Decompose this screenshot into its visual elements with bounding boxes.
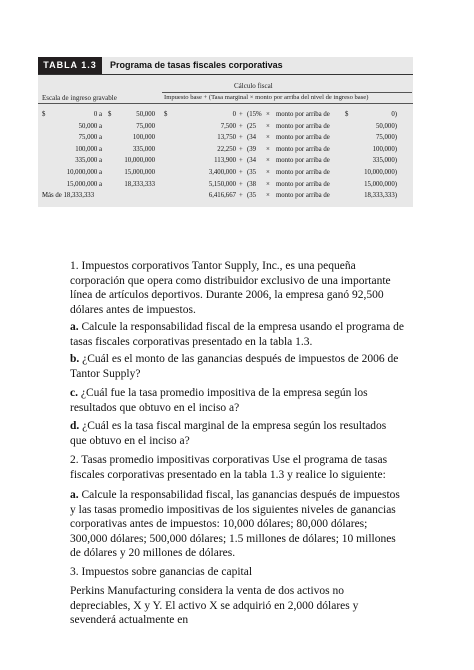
- table-cell-c7: (15%: [247, 111, 262, 118]
- table-cell-c7: (34: [247, 157, 257, 165]
- table-cell-c11: 15,000,000): [364, 180, 397, 188]
- table-cell-c0: Más de 18,333,333: [42, 192, 95, 200]
- table-cell-c3: 50,000: [136, 111, 155, 118]
- table-top-rule: [38, 74, 413, 75]
- table-cell-c7: (38: [247, 180, 257, 188]
- question-2a: [70, 488, 405, 561]
- question-1b: [70, 352, 405, 381]
- item-label-d: d.: [70, 420, 80, 432]
- table-cell-c11: 100,000): [372, 145, 397, 153]
- table-cell-c3: 100,000: [132, 134, 155, 142]
- table-row: [38, 167, 413, 179]
- table-cell-c5: 22,250: [217, 145, 236, 153]
- table-cell-c1: 100,000 a: [75, 145, 102, 153]
- group-header-calculo: Cálculo fiscal: [234, 82, 273, 90]
- table-cell-c11: 18,333,333): [364, 192, 397, 200]
- table-cell-c11: 0): [391, 111, 397, 118]
- table-cell-c5: 7,500: [220, 122, 236, 130]
- table-cell-c1: 50,000 a: [78, 122, 102, 130]
- table-cell-c7: (25: [247, 122, 257, 130]
- question-1-text: 1. Impuestos corporativos Tantor Supply, Inc., es una pequeña corporación que opera como distribuidor exclusivo de una importante línea de artículos deportivos. Durante 2006, la empresa ganó 92,500 dólares antes de impuestos.: [70, 260, 391, 316]
- group-header-rule: [162, 92, 412, 93]
- table-cell-c1: 0 a: [93, 111, 102, 118]
- table-title: Programa de tasas fiscales corporativas: [110, 60, 283, 70]
- table-cell-c5: 6,416,667: [208, 192, 236, 200]
- table-cell-c10: $: [345, 111, 349, 118]
- table-row: [38, 109, 413, 121]
- table-cell-c9: monto por arriba de: [276, 134, 330, 142]
- table-cell-c9: monto por arriba de: [276, 111, 330, 118]
- table-tag: TABLA 1.3: [38, 57, 102, 74]
- table-cell-c8: ×: [266, 145, 270, 153]
- table-cell-c3: 75,000: [136, 122, 155, 130]
- item-label-c: c.: [70, 387, 78, 399]
- table-cell-c7: (35: [247, 192, 257, 200]
- table-cell-c6: +: [239, 157, 243, 165]
- table-cell-c6: +: [239, 169, 243, 176]
- table-cell-c6: +: [239, 192, 243, 200]
- table-cell-c7: (35: [247, 169, 257, 176]
- table-cell-c5: 13,750: [217, 134, 236, 142]
- table-cell-c4: $: [164, 111, 168, 118]
- question-1b-text: ¿Cuál es el monto de las ganancias después de impuestos de 2006 de Tantor Supply?: [70, 353, 399, 380]
- table-cell-c8: ×: [266, 122, 270, 130]
- table-cell-c1: 75,000 a: [78, 134, 102, 142]
- table-cell-c8: ×: [266, 169, 270, 176]
- table-cell-c9: monto por arriba de: [276, 145, 330, 153]
- col-header-calc: Impuesto base + (Tasa marginal × monto por arriba del nivel de ingreso base): [164, 94, 369, 101]
- table-cell-c3: 335,000: [132, 145, 155, 153]
- question-1d: [70, 419, 405, 448]
- table-cell-c1: 10,000,000 a: [66, 169, 102, 176]
- table-cell-c5: 3,400,000: [208, 169, 236, 176]
- table-cell-c1: 335,000 a: [75, 157, 102, 165]
- table-row: [38, 132, 413, 144]
- question-3-body: [70, 584, 405, 628]
- table-cell-c9: monto por arriba de: [276, 192, 330, 200]
- question-1a-text: Calcule la responsabilidad fiscal de la empresa usando el programa de tasas fiscales corporativas presentado en la tabla 1.3.: [70, 321, 405, 348]
- question-3-text: 3. Impuestos sobre ganancias de capital: [70, 566, 253, 578]
- table-cell-c2: $: [108, 111, 112, 118]
- table-cell-c8: ×: [266, 192, 270, 200]
- table-cell-c3: 15,000,000: [124, 169, 155, 176]
- item-label-b: b.: [70, 353, 80, 365]
- table-cell-c8: ×: [266, 111, 270, 118]
- table-cell-c8: ×: [266, 157, 270, 165]
- table-cell-c11: 10,000,000): [364, 169, 397, 176]
- table-cell-c5: 0: [232, 111, 236, 118]
- table-cell-c3: 18,333,333: [124, 180, 155, 188]
- question-1: [70, 259, 405, 317]
- item-label-a: a.: [70, 321, 79, 333]
- table-cell-c9: monto por arriba de: [276, 180, 330, 188]
- question-1c: [70, 386, 405, 415]
- table-row: [38, 179, 413, 191]
- item-label-2a: a.: [70, 489, 79, 501]
- tax-rate-table: [38, 57, 413, 207]
- table-cell-c6: +: [239, 122, 243, 130]
- table-cell-c6: +: [239, 180, 243, 188]
- table-cell-c8: ×: [266, 180, 270, 188]
- header-bottom-rule: [38, 103, 413, 104]
- table-cell-c7: (34: [247, 134, 257, 142]
- question-3: [70, 565, 405, 580]
- table-cell-c0: $: [42, 111, 46, 118]
- question-2a-text: Calcule la responsabilidad fiscal, las ganancias después de impuestos y las tasas promedio impositivas de los siguientes niveles de ganancias corporativas antes de impuestos: 10,000 dólares; 80,000 dólares; 300,000 dólares; 500,000 dólares; 1.5 millones de dólares; 10 millones de dólares y 20 millones de dólares.: [70, 489, 400, 560]
- question-2: [70, 453, 405, 482]
- question-1c-text: ¿Cuál fue la tasa promedio impositiva de la empresa según los resultados que obtuvo en el inciso a?: [70, 387, 368, 414]
- table-row: [38, 155, 413, 167]
- table-row: [38, 144, 413, 156]
- table-cell-c11: 335,000): [372, 157, 397, 165]
- table-cell-c11: 50,000): [376, 122, 397, 130]
- table-cell-c8: ×: [266, 134, 270, 142]
- table-cell-c5: 5,150,000: [208, 180, 236, 188]
- table-cell-c9: monto por arriba de: [276, 169, 330, 176]
- table-cell-c11: 75,000): [376, 134, 397, 142]
- table-cell-c9: monto por arriba de: [276, 122, 330, 130]
- question-3-body-text: Perkins Manufacturing considera la venta de dos activos no depreciables, X y Y. El activo X se adquirió en 2,000 dólares y sevenderá actualmente en: [70, 585, 359, 627]
- table-cell-c5: 113,900: [214, 157, 236, 165]
- col-header-scale: Escala de ingreso gravable: [42, 94, 117, 102]
- table-cell-c6: +: [239, 111, 243, 118]
- table-row: [38, 190, 413, 202]
- table-cell-c7: (39: [247, 145, 257, 153]
- table-cell-c6: +: [239, 134, 243, 142]
- question-1d-text: ¿Cuál es la tasa fiscal marginal de la empresa según los resultados que obtuvo en el inciso a?: [70, 420, 387, 447]
- table-cell-c9: monto por arriba de: [276, 157, 330, 165]
- question-1a: [70, 320, 405, 349]
- table-header-bar: [38, 57, 413, 74]
- question-2-text: 2. Tasas promedio impositivas corporativas Use el programa de tasas fiscales corporativas presentado en la tabla 1.3 y realice lo siguiente:: [70, 454, 388, 481]
- table-cell-c3: 10,000,000: [124, 157, 155, 165]
- table-cell-c6: +: [239, 145, 243, 153]
- table-row: [38, 121, 413, 133]
- table-cell-c1: 15,000,000 a: [66, 180, 102, 188]
